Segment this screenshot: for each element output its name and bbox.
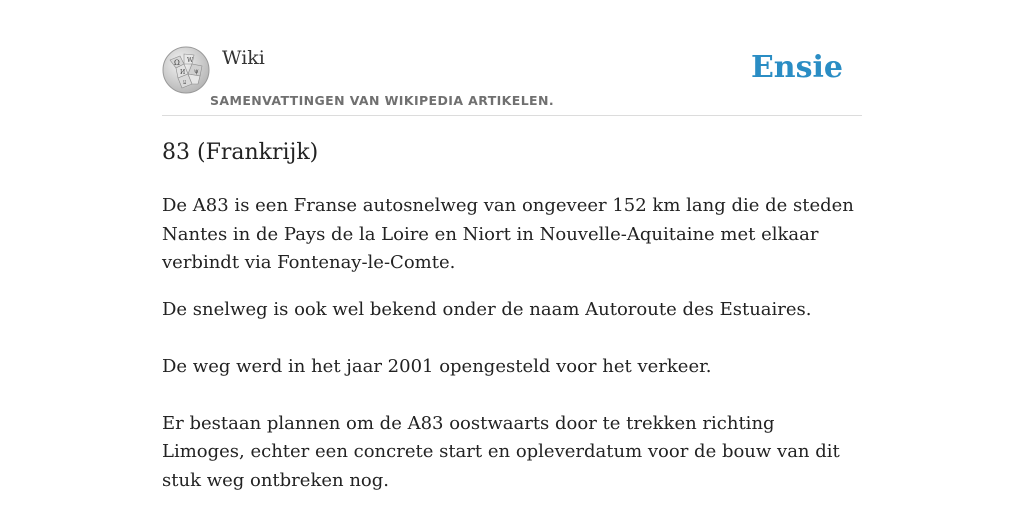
wikipedia-globe-icon[interactable] bbox=[162, 46, 210, 94]
article-paragraph-2: De snelweg is ook wel bekend onder de naam Autoroute des Estuaires. De weg werd in het jaar 2001 opengesteld voor het verkeer. Er bestaan plannen om de A83 oostwaarts door te trekken richting Limoges, echter een concrete start en opleverdatum voor de bouw van dit stuk weg ontbreken nog. bbox=[162, 298, 840, 491]
site-tagline: SAMENVATTINGEN VAN WIKIPEDIA ARTIKELEN. bbox=[210, 93, 555, 108]
article-paragraph-1: De A83 is een Franse autosnelweg van ongeveer 152 km lang die de steden Nantes in de Pays de la Loire en Niort in Nouvelle-Aquitaine met elkaar verbindt via Fontenay-le-Comte. bbox=[162, 195, 854, 273]
svg-text:Ω: Ω bbox=[174, 59, 180, 67]
ensie-brand-link[interactable]: Ensie bbox=[750, 50, 843, 85]
svg-text:W: W bbox=[187, 57, 194, 64]
svg-text:ע: ע bbox=[183, 79, 187, 86]
svg-text:И: И bbox=[180, 69, 186, 76]
site-header bbox=[162, 44, 862, 116]
article-content bbox=[162, 138, 862, 495]
svg-text:ψ: ψ bbox=[194, 68, 199, 75]
page-title: 83 (Frankrijk) bbox=[162, 140, 319, 165]
site-name-link[interactable]: Wiki bbox=[222, 47, 265, 69]
